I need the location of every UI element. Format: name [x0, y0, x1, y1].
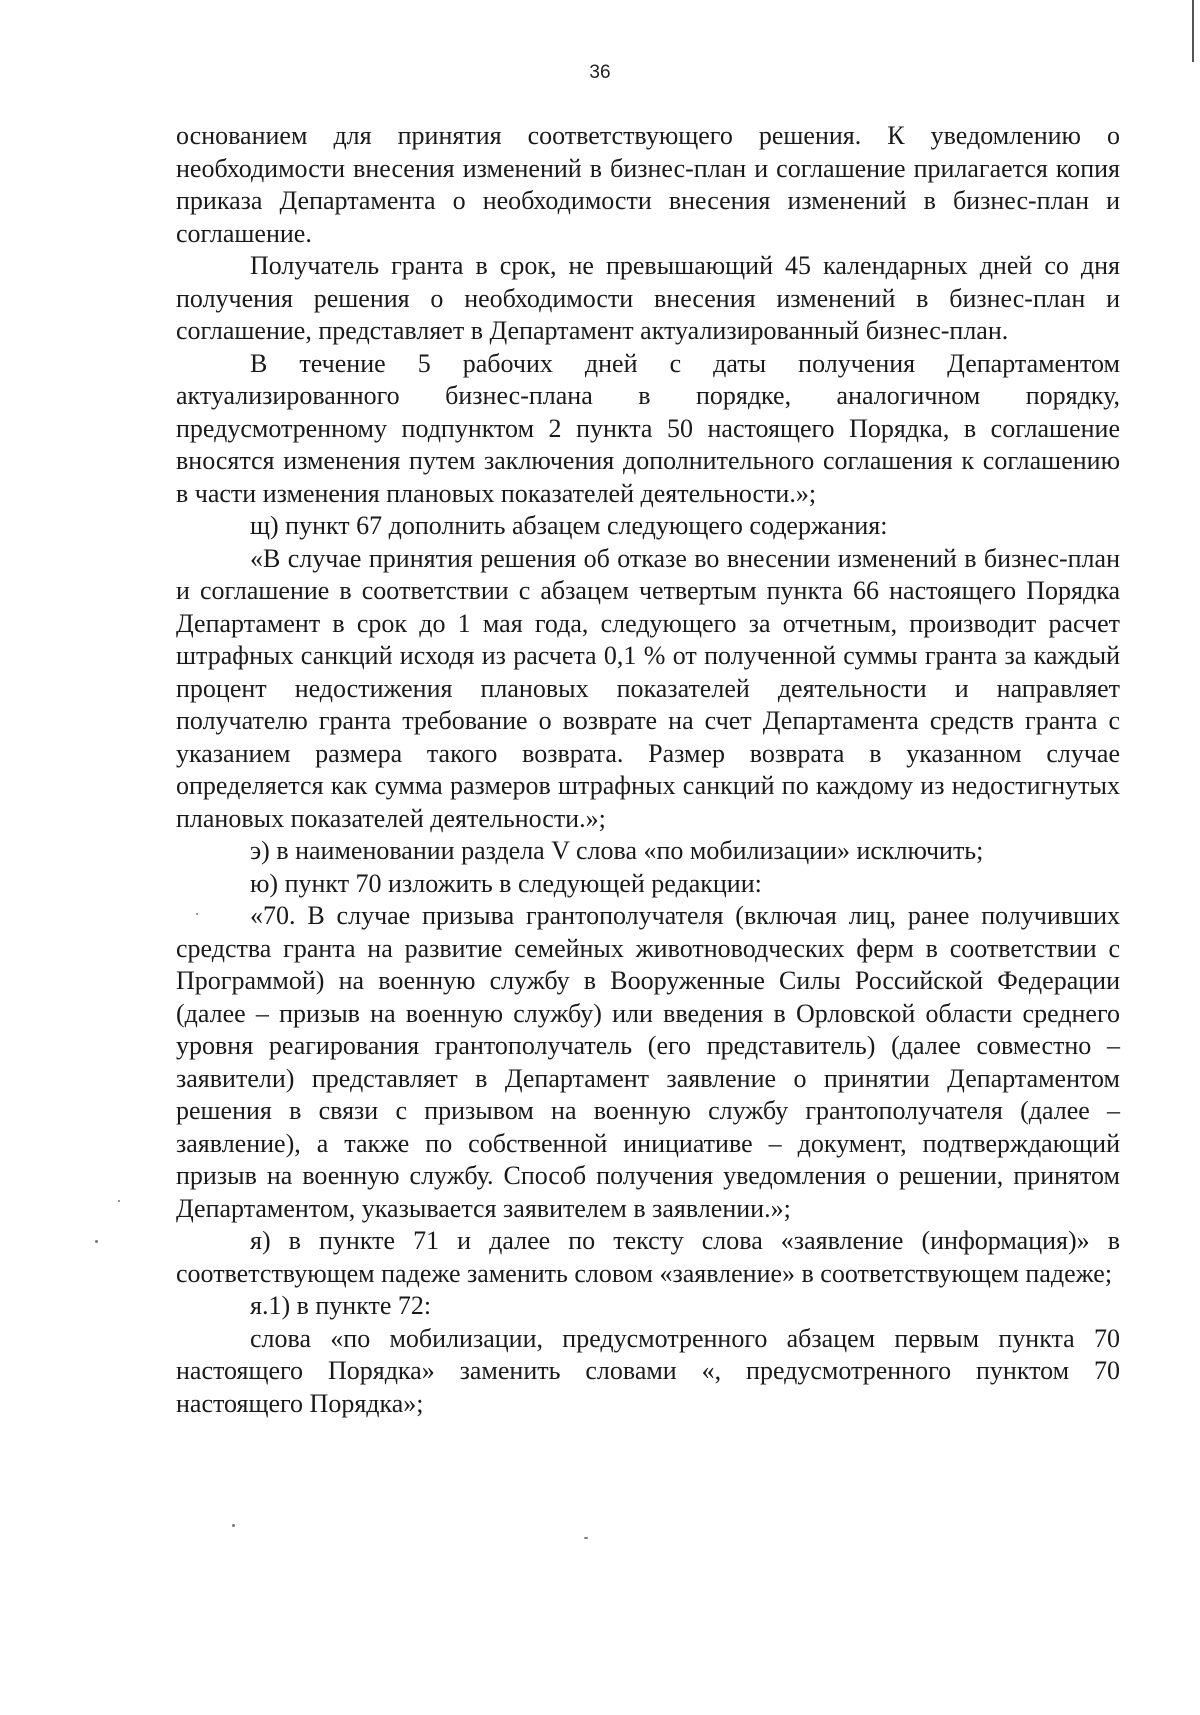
- scan-speck: [95, 1240, 98, 1243]
- scan-speck: [118, 1200, 120, 1202]
- scan-edge-line: [1192, 0, 1194, 62]
- paragraph-1: основанием для принятия соответствующего решения. К уведомлению о необходимости внесения изменений в бизнес-план и соглашение прилагается копия приказа Департамента о необходимости внесения изменений в бизнес-план и соглашение.: [176, 121, 1120, 248]
- paragraph-4: щ) пункт 67 дополнить абзацем следующего содержания:: [250, 511, 888, 540]
- page-body: [176, 120, 1120, 1420]
- paragraph-11: слова «по мобилизации, предусмотренного абзацем первым пункта 70 настоящего Порядка» заменить словами «, предусмотренного пунктом 70 настоящего Порядка»;: [176, 1323, 1120, 1418]
- page-number: 36: [589, 62, 611, 83]
- paragraph-3: В течение 5 рабочих дней с даты получения Департаментом актуализированного бизнес-плана в порядке, аналогичном порядку, предусмотренному подпунктом 2 пункта 50 настоящего Порядка, в соглашение вносятся изменения путем заключения дополнительного соглашения к соглашению в части изменения плановых показателей деятельности.»;: [176, 348, 1120, 508]
- scan-speck: [196, 913, 198, 915]
- paragraph-7: ю) пункт 70 изложить в следующей редакции:: [250, 868, 762, 898]
- paragraph-9: я) в пункте 71 и далее по тексту слова «заявление (информация)» в соответствующем падеже заменить словом «заявление» в соответствующем падеже;: [176, 1226, 1120, 1288]
- paragraph-6: э) в наименовании раздела V слова «по мобилизации» исключить;: [250, 836, 984, 865]
- paragraph-2: Получатель гранта в срок, не превышающий 45 календарных дней со дня получения решения о необходимости внесения изменений в бизнес-план и соглашение, представляет в Департамент актуализированный бизнес-план.: [176, 251, 1120, 345]
- paragraph-10: я.1) в пункте 72:: [250, 1291, 432, 1320]
- scan-speck: [232, 1524, 235, 1527]
- paragraph-5: «В случае принятия решения об отказе во внесении изменений в бизнес-план и соглашение в соответствии с абзацем четвертым пункта 66 настоящего Порядка Департамент в срок до 1 мая года, следующего за отчетным, производит расчет штрафных санкций исходя из расчета 0,1 % от полученной суммы гранта за каждый процент недостижения плановых показателей деятельности и направляет получателю гранта требование о возврате на счет Департамента средств гранта с указанием размера такого возврата. Размер возврата в указанном случае определяется как сумма размеров штрафных санкций по каждому из недостигнутых плановых показателей деятельности.»;: [176, 543, 1120, 833]
- paragraph-8: «70. В случае призыва грантополучателя (включая лиц, ранее получивших средства гранта на развитие семейных животноводческих ферм в соответствии с Программой) на военную службу в Вооруженные Силы Российской Федерации (далее – призыв на военную службу) или введения в Орловской области среднего уровня реагирования грантополучатель (его представитель) (далее совместно – заявители) представляет в Департамент заявление о принятии Департаментом решения в связи с призывом на военную службу грантополучателя (далее – заявление), а также по собственной инициативе – документ, подтверждающий призыв на военную службу. Способ получения уведомления о решении, принятом Департаментом, указывается заявителем в заявлении.»;: [176, 901, 1120, 1223]
- scan-speck: [584, 1537, 588, 1539]
